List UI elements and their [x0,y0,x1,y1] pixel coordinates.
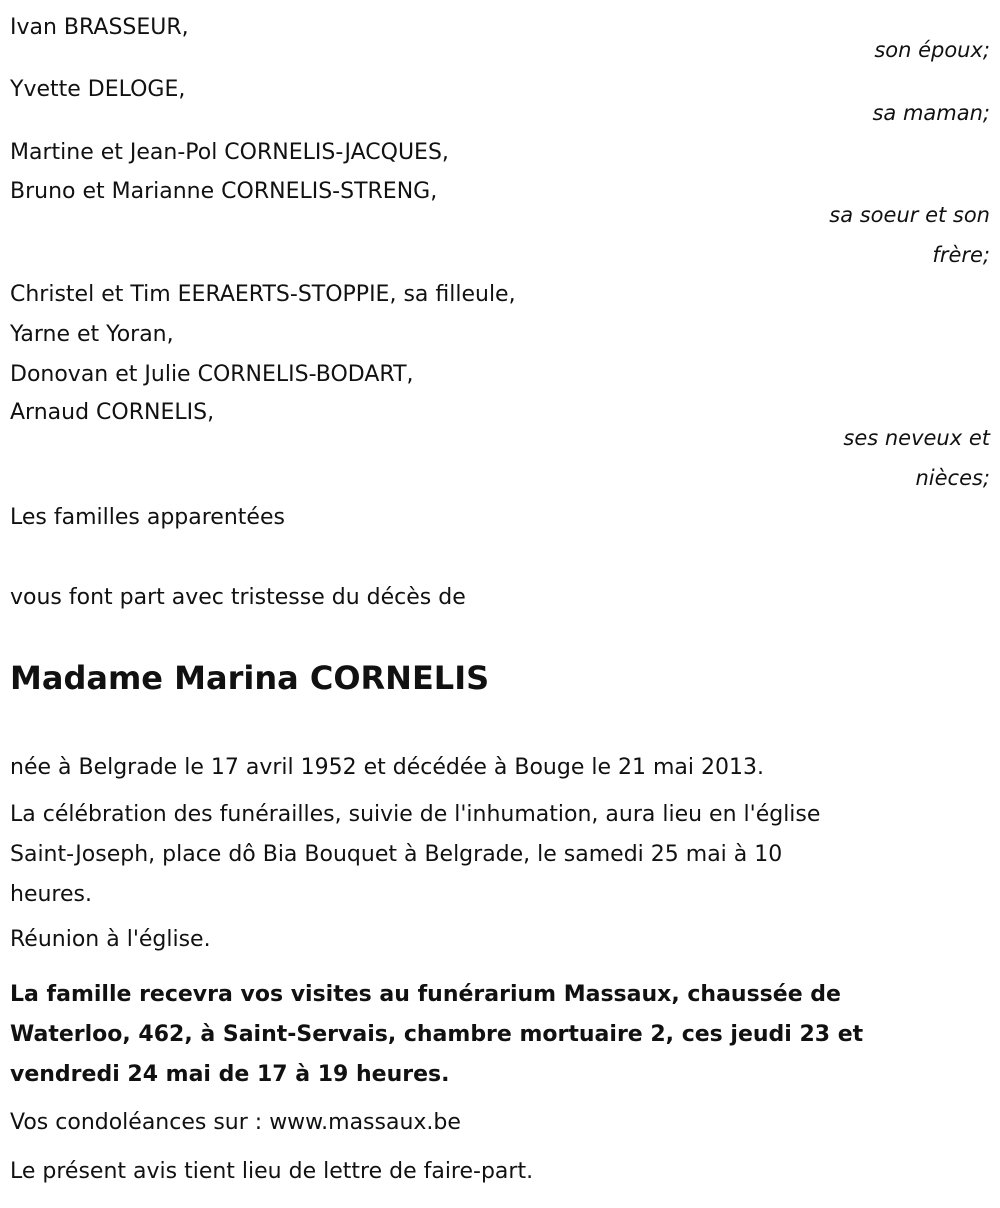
family-name: Christel et Tim EERAERTS-STOPPIE, sa filleule, [10,282,516,307]
birth-death: née à Belgrade le 17 avril 1952 et décédée à Bouge le 21 mai 2013. [10,755,764,780]
meeting: Réunion à l'église. [10,927,211,952]
family-name: Yvette DELOGE, [10,77,186,102]
family-name: Ivan BRASSEUR, [10,15,189,40]
family-relation: ses neveux et [843,426,990,450]
condolences: Vos condoléances sur : www.massaux.be [10,1110,461,1135]
funeral-line: heures. [10,882,92,907]
family-name: Martine et Jean-Pol CORNELIS-JACQUES, [10,140,449,165]
family-name: Yarne et Yoran, [10,322,174,347]
family-relation: son époux; [874,38,990,62]
family-name: Bruno et Marianne CORNELIS-STRENG, [10,179,438,204]
announcement: vous font part avec tristesse du décès de [10,585,466,610]
family-relation: sa soeur et son [829,203,990,227]
visits-line: La famille recevra vos visites au funérarium Massaux, chaussée de [10,982,841,1007]
visits-line: vendredi 24 mai de 17 à 19 heures. [10,1062,450,1087]
family-relation: nièces; [915,466,990,490]
family-relation: sa maman; [872,101,990,125]
family-name: Arnaud CORNELIS, [10,400,215,425]
deceased-name: Madame Marina CORNELIS [10,659,490,697]
funeral-line: Saint-Joseph, place dô Bia Bouquet à Belgrade, le samedi 25 mai à 10 [10,842,783,867]
funeral-line: La célébration des funérailles, suivie de l'inhumation, aura lieu en l'église [10,802,821,827]
family-name: Donovan et Julie CORNELIS-BODART, [10,362,414,387]
family-relation: frère; [932,243,990,267]
notice: Le présent avis tient lieu de lettre de faire-part. [10,1159,534,1184]
visits-line: Waterloo, 462, à Saint-Servais, chambre mortuaire 2, ces jeudi 23 et [10,1022,864,1047]
related-families: Les familles apparentées [10,505,285,530]
